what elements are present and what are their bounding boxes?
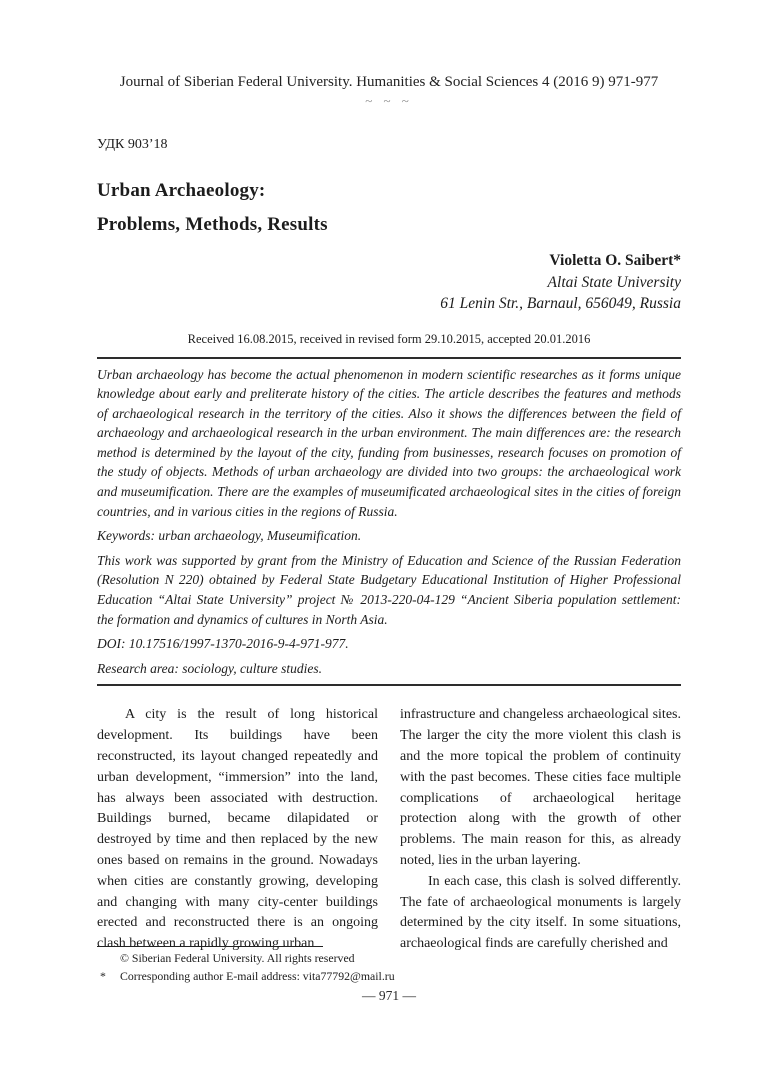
received-dates: Received 16.08.2015, received in revised form 29.10.2015, accepted 20.01.2016 — [187, 331, 591, 346]
body-column-right — [400, 705, 681, 955]
corresponding-author-note — [97, 969, 681, 983]
body-column-left — [97, 705, 378, 955]
body-paragraph: A city is the result of long historical development. Its buildings have been reconstructed, its layout changed repeatedly and urban development, “immersion” into the land, has always been associated with destruction. Buildings burned, became dilapidated or destroyed by time and then replaced by the new ones based on remains in the ground. Nowadays when cities are constantly growing, developing and changing with many city-center buildings erected and reconstructed there is an ongoing clash between a rapidly growing urban — [97, 707, 378, 952]
keywords-line: Keywords: urban archaeology, Museumification. — [97, 528, 362, 544]
corresponding-author-text: Corresponding author E-mail address: vita77792@mail.ru — [120, 969, 395, 983]
author-name: Violetta O. Saibert* — [549, 252, 681, 269]
abstract-text: Urban archaeology has become the actual phenomenon in modern scientific researches as it forms unique knowledge about early and preliterate history of the cities. The article describes the features and methods of archaeological research in the territory of the cities. Also it shows the differences between the field of archaeology and archaeological research in the urban environment. The main differences are: the research method is determined by the layout of the city, funding from businesses, research focuses on promotion of the study of objects. Methods of urban archaeology are divided into two groups: the archaeological work and museumification. There are the examples of museumificated archaeological sites in the cities of foreign countries, and in various cities in the regions of Russia. — [97, 366, 681, 519]
journal-header: Journal of Siberian Federal University. Humanities & Social Sciences 4 (2016 9) 971-977 — [119, 74, 659, 90]
body-paragraph: In each case, this clash is solved differently. The fate of archaeological monuments is largely determined by the city itself. In some situations, archaeological finds are carefully cherished and — [400, 873, 681, 952]
abstract-bottom-rule — [97, 684, 681, 686]
funding-note: This work was supported by grant from the Ministry of Education and Science of the Russian Federation (Resolution N 220) obtained by Federal State Budgetary Educational Institution of Higher Professional Education “Altai State University” project № 2013-220-04-129 “Ancient Siberia population settlement: the formation and dynamics of cultures in North Asia. — [97, 552, 681, 627]
author-address: 61 Lenin Str., Barnaul, 656049, Russia — [440, 295, 681, 312]
paper-title-line2: Problems, Methods, Results — [97, 214, 328, 235]
paper-title — [97, 174, 681, 242]
copyright-note: © Siberian Federal University. All rights reserved — [120, 951, 355, 965]
header-ornament: ~ ~ ~ — [365, 93, 413, 108]
body-paragraph-continuation: infrastructure and changeless archaeological sites. The larger the city the more violent this clash is and the more topical the problem of continuity with the past becomes. These cities face multiple complications of archaeological heritage protection along with the growth of other problems. The main reason for this, as already noted, lies in the urban layering. — [400, 707, 681, 868]
abstract-top-rule — [97, 357, 681, 359]
author-block — [97, 250, 681, 315]
research-area-line: Research area: sociology, culture studies. — [97, 660, 322, 676]
paper-title-line1: Urban Archaeology: — [97, 180, 266, 201]
footnotes — [97, 946, 681, 983]
footnote-divider — [97, 946, 323, 947]
footnote-marker: * — [100, 969, 106, 983]
body-columns — [97, 705, 681, 955]
doi-line: DOI: 10.17516/1997-1370-2016-9-4-971-977. — [97, 636, 349, 652]
page-content — [97, 0, 681, 955]
udk-code: УДК 903’18 — [97, 137, 168, 152]
page-number: — 971 — — [362, 988, 416, 1003]
author-affiliation: Altai State University — [547, 273, 681, 291]
